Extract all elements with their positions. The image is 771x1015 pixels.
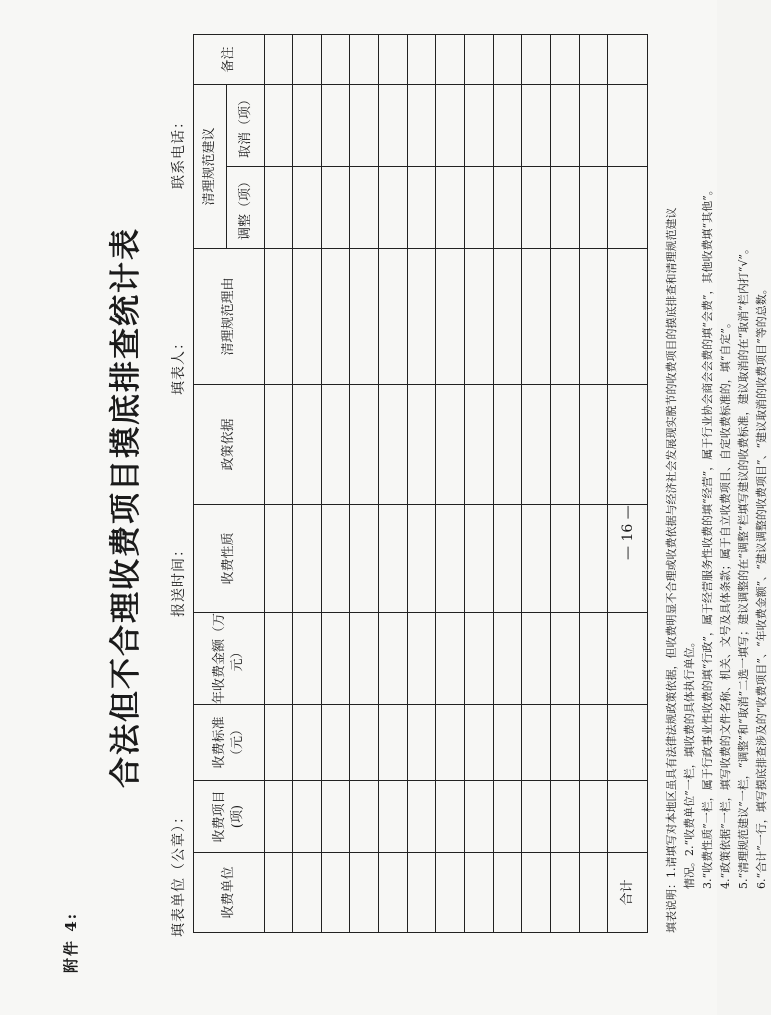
total-cell[interactable] (608, 781, 648, 853)
table-cell[interactable] (550, 505, 579, 613)
table-cell[interactable] (407, 705, 436, 781)
header-standard: 收费标准（元） (194, 705, 265, 781)
table-cell[interactable] (579, 613, 608, 705)
notes-label: 填表说明： (665, 878, 678, 933)
table-cell[interactable] (293, 705, 322, 781)
table-cell[interactable] (550, 781, 579, 853)
attachment-label: 附件 4: (62, 911, 80, 973)
table-row (379, 34, 408, 932)
table-cell[interactable] (379, 167, 408, 249)
table-cell[interactable] (522, 705, 551, 781)
table-cell[interactable] (379, 705, 408, 781)
table-cell[interactable] (550, 34, 579, 84)
table-cell[interactable] (293, 781, 322, 853)
table-cell[interactable] (436, 249, 465, 385)
table-cell[interactable] (493, 385, 522, 505)
table-cell[interactable] (350, 249, 379, 385)
table-cell[interactable] (321, 249, 350, 385)
table-cell[interactable] (264, 167, 293, 249)
table-row (321, 34, 350, 932)
page-title: 合法但不合理收费项目摸底排查统计表 (108, 227, 144, 788)
table-cell[interactable] (522, 781, 551, 853)
total-cell[interactable] (608, 34, 648, 84)
table-cell[interactable] (350, 853, 379, 933)
table-cell[interactable] (379, 505, 408, 613)
header-amount: 年收费金额（万元） (194, 613, 265, 705)
note-6: 6.“合计”一行，填写摸底排查涉及的“收费项目”、“年收费金额”、“建议调整的收费项目”、“建议取消的收费项目”等的总数。 (755, 283, 768, 889)
total-cell[interactable] (608, 249, 648, 385)
table-cell[interactable] (579, 34, 608, 84)
table-row (493, 34, 522, 932)
table-cell[interactable] (550, 613, 579, 705)
table-cell[interactable] (579, 505, 608, 613)
note-3: 3.“收费性质”一栏，属于行政事业性收费的填“行政”，属于经营服务性收费的填“经营”，属于行业协会商会会费的填“会费”，其他收费填“其他”。 (701, 184, 714, 889)
table-cell[interactable] (465, 505, 494, 613)
table-cell[interactable] (436, 84, 465, 166)
statistics-table (193, 46, 648, 933)
table-cell[interactable] (264, 613, 293, 705)
table-cell[interactable] (321, 505, 350, 613)
table-cell[interactable] (465, 34, 494, 84)
table-cell[interactable] (493, 84, 522, 166)
total-cell[interactable] (608, 84, 648, 166)
table-cell[interactable] (579, 705, 608, 781)
report-time-label: 报送时间： (171, 542, 187, 617)
table-cell[interactable] (493, 167, 522, 249)
table-cell[interactable] (321, 853, 350, 933)
table-cell[interactable] (264, 34, 293, 84)
table-cell[interactable] (465, 781, 494, 853)
table-cell[interactable] (550, 705, 579, 781)
table-cell[interactable] (550, 853, 579, 933)
header-cancel: 取消（项） (227, 84, 264, 166)
table-cell[interactable] (350, 505, 379, 613)
table-cell[interactable] (350, 167, 379, 249)
table-cell[interactable] (379, 853, 408, 933)
table-cell[interactable] (550, 167, 579, 249)
table-cell[interactable] (350, 705, 379, 781)
table-cell[interactable] (264, 705, 293, 781)
table-cell[interactable] (350, 385, 379, 505)
table-cell[interactable] (522, 167, 551, 249)
table-row (550, 34, 579, 932)
total-label: 合计 (608, 853, 648, 933)
table-cell[interactable] (436, 505, 465, 613)
table-cell[interactable] (465, 84, 494, 166)
table-cell[interactable] (293, 613, 322, 705)
page-number: — 16 — (620, 505, 636, 560)
table-cell[interactable] (493, 705, 522, 781)
table-cell[interactable] (579, 853, 608, 933)
table-cell[interactable] (579, 385, 608, 505)
table-cell[interactable] (522, 84, 551, 166)
table-cell[interactable] (465, 705, 494, 781)
table-cell[interactable] (321, 84, 350, 166)
header-reason: 清理规范理由 (194, 249, 265, 385)
table-cell[interactable] (407, 781, 436, 853)
table-cell[interactable] (436, 853, 465, 933)
total-cell[interactable] (608, 385, 648, 505)
header-remark: 备注 (194, 34, 265, 84)
note-1: 1.请填写对本地区虽具有法律法规政策依据，但收费明显不合理或收费依据与经济社会发展现实脱节的收费项目的摸底排查和清理规范建议 (665, 207, 678, 878)
table-cell[interactable] (407, 34, 436, 84)
table-cell[interactable] (407, 84, 436, 166)
table-cell[interactable] (407, 385, 436, 505)
table-cell[interactable] (436, 613, 465, 705)
table-cell[interactable] (436, 781, 465, 853)
table-cell[interactable] (321, 167, 350, 249)
table-cell[interactable] (436, 385, 465, 505)
table-cell[interactable] (350, 613, 379, 705)
table-cell[interactable] (264, 249, 293, 385)
table-cell[interactable] (522, 853, 551, 933)
table-cell[interactable] (465, 249, 494, 385)
phone-label: 联系电话： (171, 114, 187, 189)
table-cell[interactable] (522, 505, 551, 613)
table-cell[interactable] (264, 385, 293, 505)
table-cell[interactable] (379, 249, 408, 385)
table-cell[interactable] (550, 385, 579, 505)
table-cell[interactable] (493, 853, 522, 933)
table-cell[interactable] (493, 34, 522, 84)
table-cell[interactable] (293, 249, 322, 385)
table-cell[interactable] (321, 613, 350, 705)
table-cell[interactable] (350, 84, 379, 166)
table-cell[interactable] (321, 781, 350, 853)
table-cell[interactable] (321, 705, 350, 781)
table-cell[interactable] (493, 249, 522, 385)
table-row (465, 34, 494, 932)
table-row (436, 34, 465, 932)
total-cell[interactable] (608, 613, 648, 705)
table-cell[interactable] (379, 34, 408, 84)
table-row (407, 34, 436, 932)
table-cell[interactable] (436, 705, 465, 781)
note-1b: 情况。2.“收费单位”一栏，填收费的具体执行单位。 (683, 636, 696, 889)
table-cell[interactable] (293, 853, 322, 933)
table-cell[interactable] (579, 781, 608, 853)
table-cell[interactable] (465, 385, 494, 505)
table-cell[interactable] (293, 167, 322, 249)
table-cell[interactable] (379, 781, 408, 853)
table-cell[interactable] (407, 505, 436, 613)
filler-label: 填表人： (171, 335, 187, 395)
table-cell[interactable] (579, 84, 608, 166)
header-item: 收费项目(项) (194, 781, 265, 853)
table-cell[interactable] (550, 84, 579, 166)
table-row (293, 34, 322, 932)
table-cell[interactable] (465, 167, 494, 249)
table-cell[interactable] (493, 613, 522, 705)
table-cell[interactable] (321, 385, 350, 505)
table-row (579, 34, 608, 932)
instructions (663, 33, 771, 933)
table-cell[interactable] (407, 167, 436, 249)
table-cell[interactable] (350, 781, 379, 853)
fill-unit-label: 填表单位（公章）： (171, 809, 187, 937)
table-row (522, 34, 551, 932)
table-cell[interactable] (522, 385, 551, 505)
note-4: 4.“政策依据”一栏，填写收费的文件名称、机关、文号及具体条款；属于自立收费项目、自定收费标准的，填“自定”。 (719, 317, 732, 889)
table-cell[interactable] (379, 385, 408, 505)
table-cell[interactable] (579, 167, 608, 249)
table-cell[interactable] (407, 853, 436, 933)
table-cell[interactable] (493, 781, 522, 853)
note-5: 5.“清理规范建议”一栏，“调整”和“取消”二选一填写；建议调整的在“调整”栏填写建议的收费标准，建议取消的在“取消”栏内打“√”。 (737, 243, 750, 889)
table-cell[interactable] (465, 613, 494, 705)
table-cell[interactable] (522, 34, 551, 84)
table-cell[interactable] (264, 853, 293, 933)
table-cell[interactable] (522, 613, 551, 705)
table-cell[interactable] (407, 613, 436, 705)
total-cell[interactable] (608, 705, 648, 781)
table-cell[interactable] (493, 505, 522, 613)
table-cell[interactable] (321, 34, 350, 84)
table-cell[interactable] (379, 84, 408, 166)
total-cell[interactable] (608, 167, 648, 249)
table-cell[interactable] (293, 505, 322, 613)
table-cell[interactable] (436, 34, 465, 84)
table-cell[interactable] (465, 853, 494, 933)
table-row (350, 34, 379, 932)
total-row (608, 34, 648, 932)
table-cell[interactable] (436, 167, 465, 249)
table-cell[interactable] (293, 34, 322, 84)
table-cell[interactable] (550, 249, 579, 385)
header-unit: 收费单位 (194, 853, 265, 933)
header-policy: 政策依据 (194, 385, 265, 505)
table-cell[interactable] (407, 249, 436, 385)
table-cell[interactable] (522, 249, 551, 385)
table-cell[interactable] (264, 505, 293, 613)
header-nature: 收费性质 (194, 505, 265, 613)
table-row (264, 34, 293, 932)
header-adjust: 调整（项） (227, 167, 264, 249)
table-cell[interactable] (264, 84, 293, 166)
table-cell[interactable] (293, 84, 322, 166)
table-cell[interactable] (379, 613, 408, 705)
table-cell[interactable] (350, 34, 379, 84)
header-suggest: 清理规范建议 (194, 84, 227, 248)
table-cell[interactable] (579, 249, 608, 385)
table-cell[interactable] (293, 385, 322, 505)
table-cell[interactable] (264, 781, 293, 853)
